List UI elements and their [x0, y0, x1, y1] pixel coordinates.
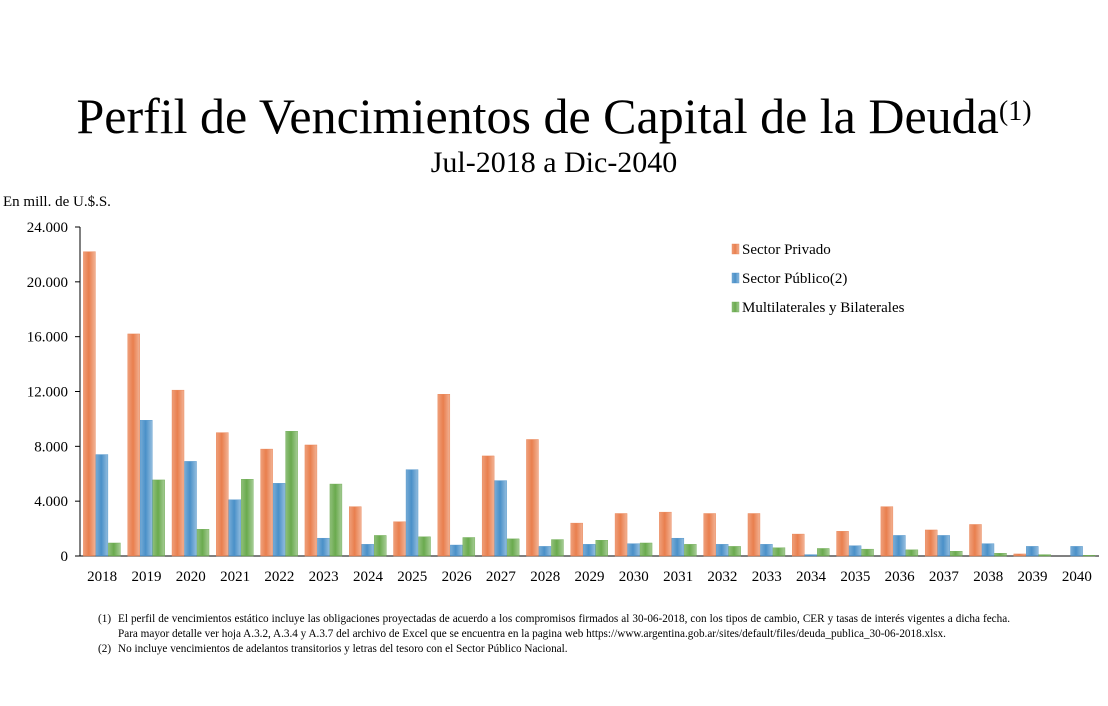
y-axis-unit-label: En mill. de U.$.S.	[3, 194, 111, 210]
bar-privado-2027	[482, 456, 494, 556]
bar-privado-2024	[349, 507, 361, 556]
bar-publico-2040	[1071, 546, 1083, 556]
bar-multilateral-2023	[330, 484, 342, 556]
bar-multilateral-2030	[640, 543, 652, 556]
bar-publico-2022	[273, 483, 285, 556]
bar-multilateral-2032	[729, 546, 741, 556]
bar-privado-2038	[969, 524, 981, 556]
x-tick-label: 2029	[574, 569, 605, 585]
bar-publico-2021	[229, 500, 241, 556]
bar-multilateral-2036	[906, 550, 918, 556]
bar-multilateral-2029	[596, 540, 608, 556]
bar-privado-2026	[438, 394, 450, 556]
bar-privado-2019	[128, 334, 140, 556]
bar-privado-2032	[704, 514, 716, 556]
bar-publico-2018	[96, 455, 108, 556]
bar-multilateral-2033	[773, 548, 785, 556]
bar-privado-2023	[305, 445, 317, 556]
bar-publico-2032	[716, 544, 728, 556]
footnote-1	[98, 612, 1010, 642]
bar-multilateral-2024	[374, 535, 386, 556]
x-tick-label: 2019	[131, 569, 162, 585]
legend-label-multilateral: Multilaterales y Bilaterales	[742, 300, 905, 316]
x-tick-label: 2027	[485, 569, 516, 585]
bar-privado-2034	[792, 534, 804, 556]
bar-privado-2033	[748, 514, 760, 556]
bar-multilateral-2038	[994, 553, 1006, 556]
bar-publico-2034	[805, 555, 817, 556]
y-tick-label: 0	[60, 549, 68, 565]
bar-publico-2029	[583, 544, 595, 556]
bar-privado-2039	[1014, 554, 1026, 556]
x-tick-label: 2023	[308, 569, 339, 585]
bar-privado-2020	[172, 390, 184, 556]
bar-publico-2039	[1026, 546, 1038, 556]
x-tick-label: 2020	[175, 569, 206, 585]
bar-chart	[0, 210, 1108, 590]
legend-swatch-privado	[732, 244, 739, 254]
bar-multilateral-2021	[241, 479, 253, 556]
x-tick-label: 2034	[796, 569, 827, 585]
bar-privado-2029	[571, 523, 583, 556]
footnote-2-text: No incluye vencimientos de adelantos transitorios y letras del tesoro con el Sector Público Nacional.	[118, 643, 568, 655]
bar-publico-2026	[450, 545, 462, 556]
bar-multilateral-2031	[684, 544, 696, 556]
bar-publico-2020	[185, 461, 197, 556]
chart-title	[0, 86, 1108, 146]
x-tick-label: 2038	[973, 569, 1004, 585]
y-tick-label: 4.000	[34, 494, 68, 511]
x-tick-label: 2033	[751, 569, 782, 585]
bar-privado-2035	[837, 531, 849, 556]
bar-multilateral-2028	[551, 540, 563, 556]
footnote-2	[98, 642, 1010, 657]
bar-publico-2023	[317, 538, 329, 556]
bar-privado-2028	[526, 439, 538, 556]
bar-publico-2025	[406, 470, 418, 556]
bar-publico-2031	[672, 538, 684, 556]
bar-multilateral-2027	[507, 539, 519, 556]
bar-multilateral-2040	[1083, 555, 1095, 556]
bar-privado-2025	[394, 522, 406, 556]
bar-publico-2028	[539, 546, 551, 556]
bar-multilateral-2034	[817, 548, 829, 556]
y-tick-label: 8.000	[34, 439, 68, 456]
bar-publico-2036	[893, 535, 905, 556]
x-tick-label: 2018	[87, 569, 118, 585]
bar-publico-2033	[760, 544, 772, 556]
x-tick-label: 2028	[530, 569, 561, 585]
bar-publico-2037	[938, 535, 950, 556]
bar-multilateral-2019	[153, 480, 165, 556]
bar-multilateral-2020	[197, 529, 209, 556]
bar-privado-2037	[925, 530, 937, 556]
x-tick-label: 2030	[618, 569, 649, 585]
legend-label-privado: Sector Privado	[742, 242, 831, 258]
bar-privado-2022	[261, 449, 273, 556]
x-tick-label: 2040	[1061, 569, 1092, 585]
chart-title-text: Perfil de Vencimientos de Capital de la Deuda	[76, 88, 999, 144]
y-tick-label: 12.000	[26, 384, 68, 401]
x-tick-label: 2021	[220, 569, 251, 585]
x-tick-label: 2031	[663, 569, 694, 585]
chart-subtitle: Jul-2018 a Dic-2040	[430, 146, 678, 179]
bar-multilateral-2018	[108, 543, 120, 556]
bar-multilateral-2022	[286, 431, 298, 556]
legend-swatch-publico	[732, 273, 739, 283]
bar-multilateral-2026	[463, 537, 475, 556]
chart-title-footnote-mark: (1)	[998, 96, 1032, 127]
footnote-1-text: El perfil de vencimientos estático incluye las obligaciones proyectadas de acuerdo a los compromisos firmados al 30-06-2018, con los tipos de cambio, CER y tasas de interés vigentes a dicha fecha. Para mayor detalle ver hoja A.3.2, A.3.4 y A.3.7 del archivo de Excel que se encuentra en la pagina web https://www.argentina.gob.ar/sites/default/files/deuda_publica_30-06-2018.xlsx.	[118, 613, 1010, 640]
bar-privado-2030	[615, 514, 627, 556]
y-tick-label: 20.000	[26, 274, 68, 291]
x-tick-label: 2024	[352, 569, 383, 585]
x-tick-label: 2026	[441, 569, 472, 585]
x-tick-label: 2022	[264, 569, 295, 585]
x-tick-label: 2037	[928, 569, 959, 585]
bar-multilateral-2025	[419, 537, 431, 556]
bar-privado-2021	[216, 433, 228, 556]
bar-publico-2027	[495, 481, 507, 556]
x-tick-label: 2025	[397, 569, 428, 585]
x-tick-label: 2039	[1017, 569, 1048, 585]
y-tick-label: 16.000	[26, 329, 68, 346]
bar-privado-2018	[83, 252, 95, 556]
bar-publico-2019	[140, 420, 152, 556]
bar-publico-2038	[982, 544, 994, 556]
bar-privado-2036	[881, 507, 893, 556]
bar-privado-2031	[659, 512, 671, 556]
x-tick-label: 2032	[707, 569, 738, 585]
bar-publico-2024	[362, 544, 374, 556]
footnote-1-number: (1)	[98, 613, 112, 625]
bar-multilateral-2035	[862, 549, 874, 556]
y-tick-label: 24.000	[26, 220, 68, 236]
bar-multilateral-2037	[950, 551, 962, 556]
legend-swatch-multilateral	[732, 302, 739, 312]
x-tick-label: 2036	[884, 569, 915, 585]
legend-label-publico: Sector Público(2)	[742, 271, 848, 287]
footnote-2-number: (2)	[98, 643, 112, 655]
bar-publico-2030	[628, 544, 640, 556]
bar-publico-2035	[849, 546, 861, 556]
footnotes	[98, 612, 1010, 657]
bar-multilateral-2039	[1039, 555, 1051, 556]
x-tick-label: 2035	[840, 569, 871, 585]
